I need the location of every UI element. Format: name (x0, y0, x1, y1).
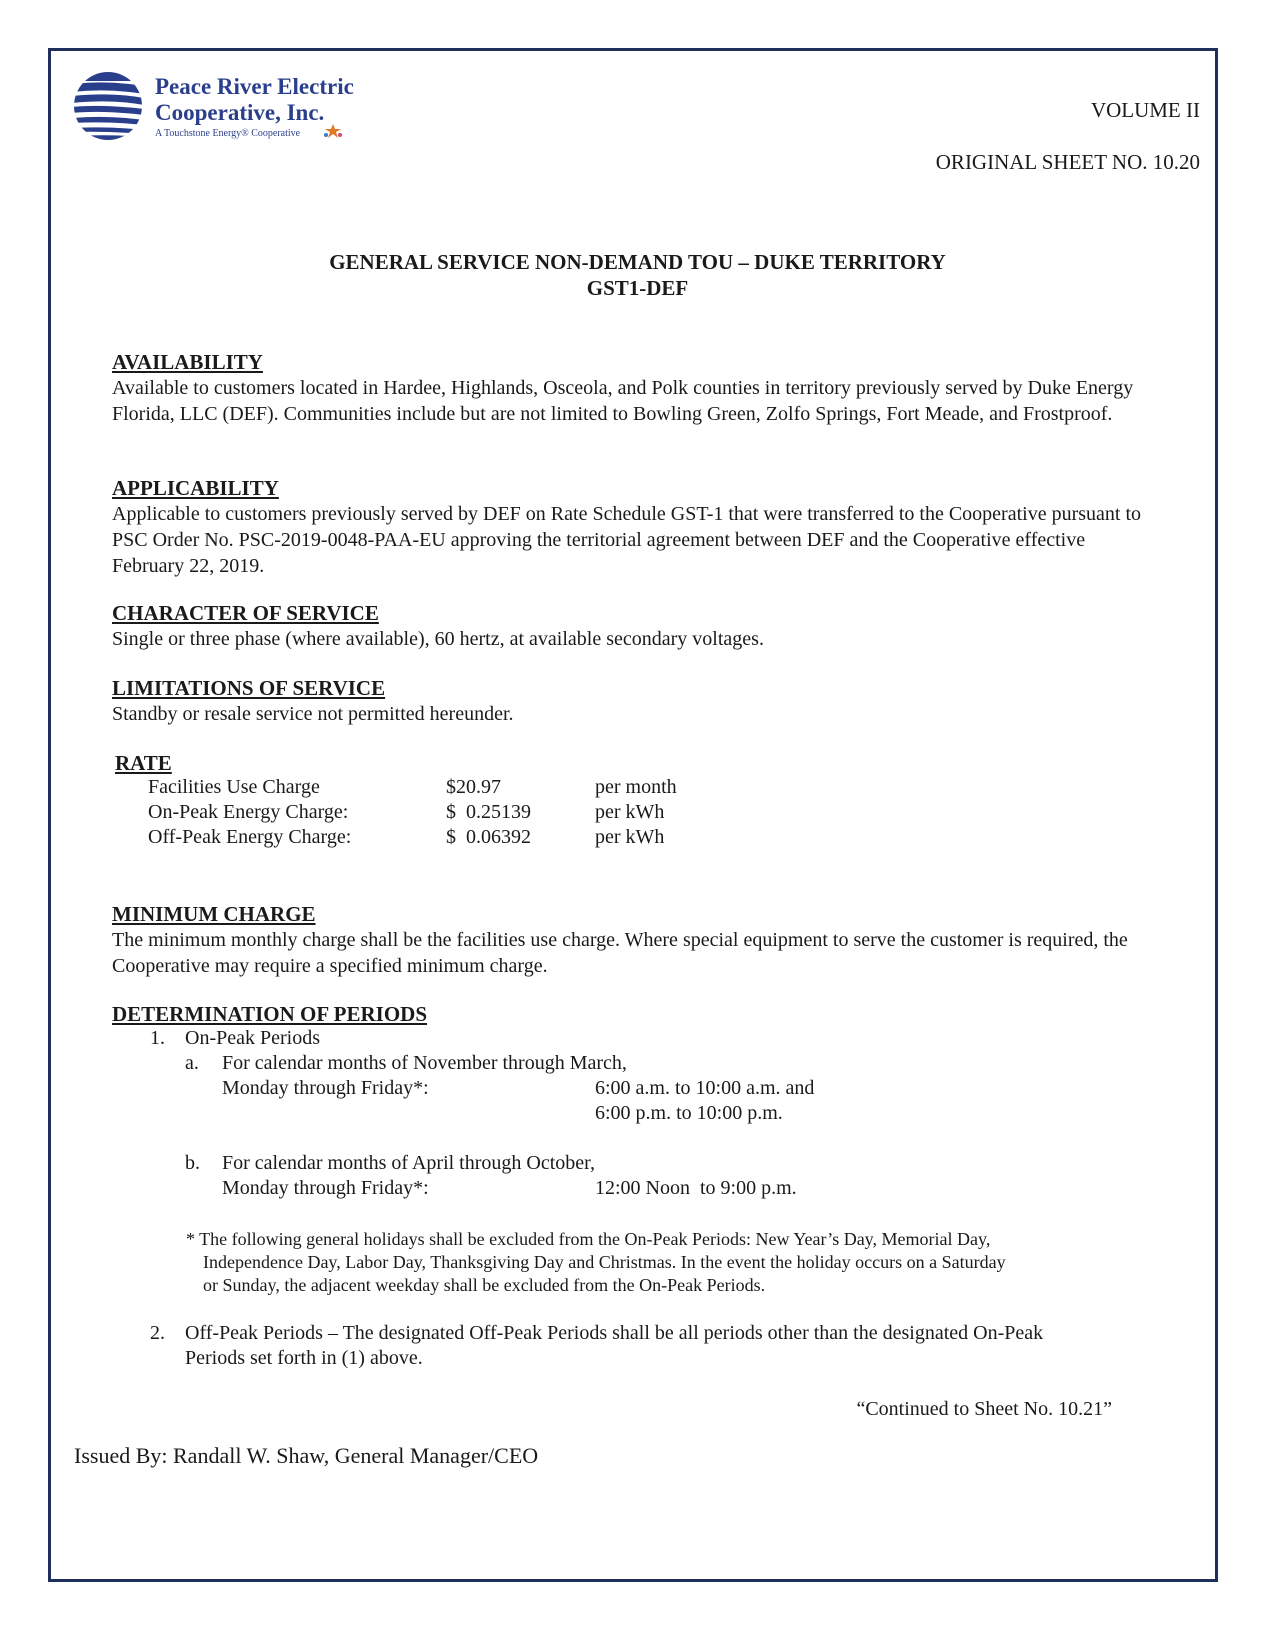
schedule-code: GST1-DEF (586, 276, 689, 300)
period-item2-line2: Periods set forth in (1) above. (185, 1347, 423, 1369)
schedule-title: GENERAL SERVICE NON-DEMAND TOU – DUKE TERRITORY (329, 250, 946, 274)
issued-by: Issued By: Randall W. Shaw, General Manager/CEO (74, 1443, 539, 1468)
rate-unit-facilities: per month (595, 776, 677, 798)
volume-label: VOLUME II (1090, 98, 1200, 122)
period-b-letter: b. (185, 1152, 200, 1174)
period-b-line2: Monday through Friday*: (222, 1177, 429, 1199)
holiday-note-line1: * The following general holidays shall be excluded from the On-Peak Periods: New Year’s Day, Memorial Day, (186, 1229, 991, 1249)
rate-amount-facilities: $20.97 (446, 776, 501, 798)
holiday-note-line2: Independence Day, Labor Day, Thanksgiving Day and Christmas. In the event the holiday occurs on a Saturday (203, 1252, 1006, 1272)
globe-waves-icon (72, 70, 144, 142)
holiday-note-line3: or Sunday, the adjacent weekday shall be excluded from the On-Peak Periods. (203, 1275, 766, 1295)
availability-text: Available to customers located in Hardee, Highlands, Osceola, and Polk counties in territory previously served by Duke Energy Florida, LLC (DEF). Communities include but are not limited to Bowling Green, Zolfo Springs, Fort Meade, and Frostproof. (112, 377, 1134, 425)
character-heading: CHARACTER OF SERVICE (112, 601, 379, 625)
periods-heading: DETERMINATION OF PERIODS (112, 1002, 428, 1026)
continued-note: “Continued to Sheet No. 10.21” (856, 1398, 1112, 1420)
period-item2-line1: Off-Peak Periods – The designated Off-Peak Periods shall be all periods other than the designated On-Peak (185, 1322, 1044, 1344)
period-a-letter: a. (185, 1052, 199, 1074)
rate-heading: RATE (115, 751, 172, 775)
period-item1-label: On-Peak Periods (185, 1027, 320, 1049)
character-text: Single or three phase (where available), 60 hertz, at available secondary voltages. (112, 628, 764, 650)
rate-label-facilities: Facilities Use Charge (148, 776, 320, 798)
rate-amount-onpeak: $ 0.25139 (446, 801, 531, 823)
applicability-text: Applicable to customers previously served by DEF on Rate Schedule GST-1 that were transferred to the Cooperative pursuant to PSC Order No. PSC-2019-0048-PAA-EU approving the territorial agreement between DEF and the Cooperative effective February 22, 2019. (112, 503, 1142, 577)
company-logo (72, 70, 372, 150)
logo-name-line1: Peace River Electric (155, 74, 354, 99)
applicability-heading: APPLICABILITY (112, 476, 279, 500)
availability-heading: AVAILABILITY (112, 350, 263, 374)
sheet-number: ORIGINAL SHEET NO. 10.20 (935, 150, 1200, 174)
limitations-heading: LIMITATIONS OF SERVICE (112, 676, 386, 700)
period-b-time1: 12:00 Noon to 9:00 p.m. (595, 1177, 797, 1199)
logo-name-line2: Cooperative, Inc. (155, 100, 325, 125)
minimum-heading: MINIMUM CHARGE (112, 902, 316, 926)
rate-label-offpeak: Off-Peak Energy Charge: (148, 826, 352, 848)
rate-label-onpeak: On-Peak Energy Charge: (148, 801, 349, 823)
limitations-text: Standby or resale service not permitted hereunder. (112, 703, 514, 725)
period-b-line1: For calendar months of April through October, (222, 1152, 596, 1174)
period-a-line2: Monday through Friday*: (222, 1077, 429, 1099)
period-item2-number: 2. (150, 1322, 165, 1344)
rate-unit-offpeak: per kWh (595, 826, 665, 848)
minimum-text: The minimum monthly charge shall be the facilities use charge. Where special equipment to serve the customer is required, the Cooperative may require a specified minimum charge. (112, 929, 1128, 977)
rate-unit-onpeak: per kWh (595, 801, 665, 823)
period-a-line1: For calendar months of November through March, (222, 1052, 627, 1074)
touchstone-star-icon (320, 123, 346, 139)
period-a-time1: 6:00 a.m. to 10:00 a.m. and (595, 1077, 815, 1099)
logo-tagline: A Touchstone Energy® Cooperative (155, 128, 301, 139)
period-item1-number: 1. (150, 1027, 165, 1049)
rate-amount-offpeak: $ 0.06392 (446, 826, 531, 848)
period-a-time2: 6:00 p.m. to 10:00 p.m. (595, 1102, 783, 1124)
